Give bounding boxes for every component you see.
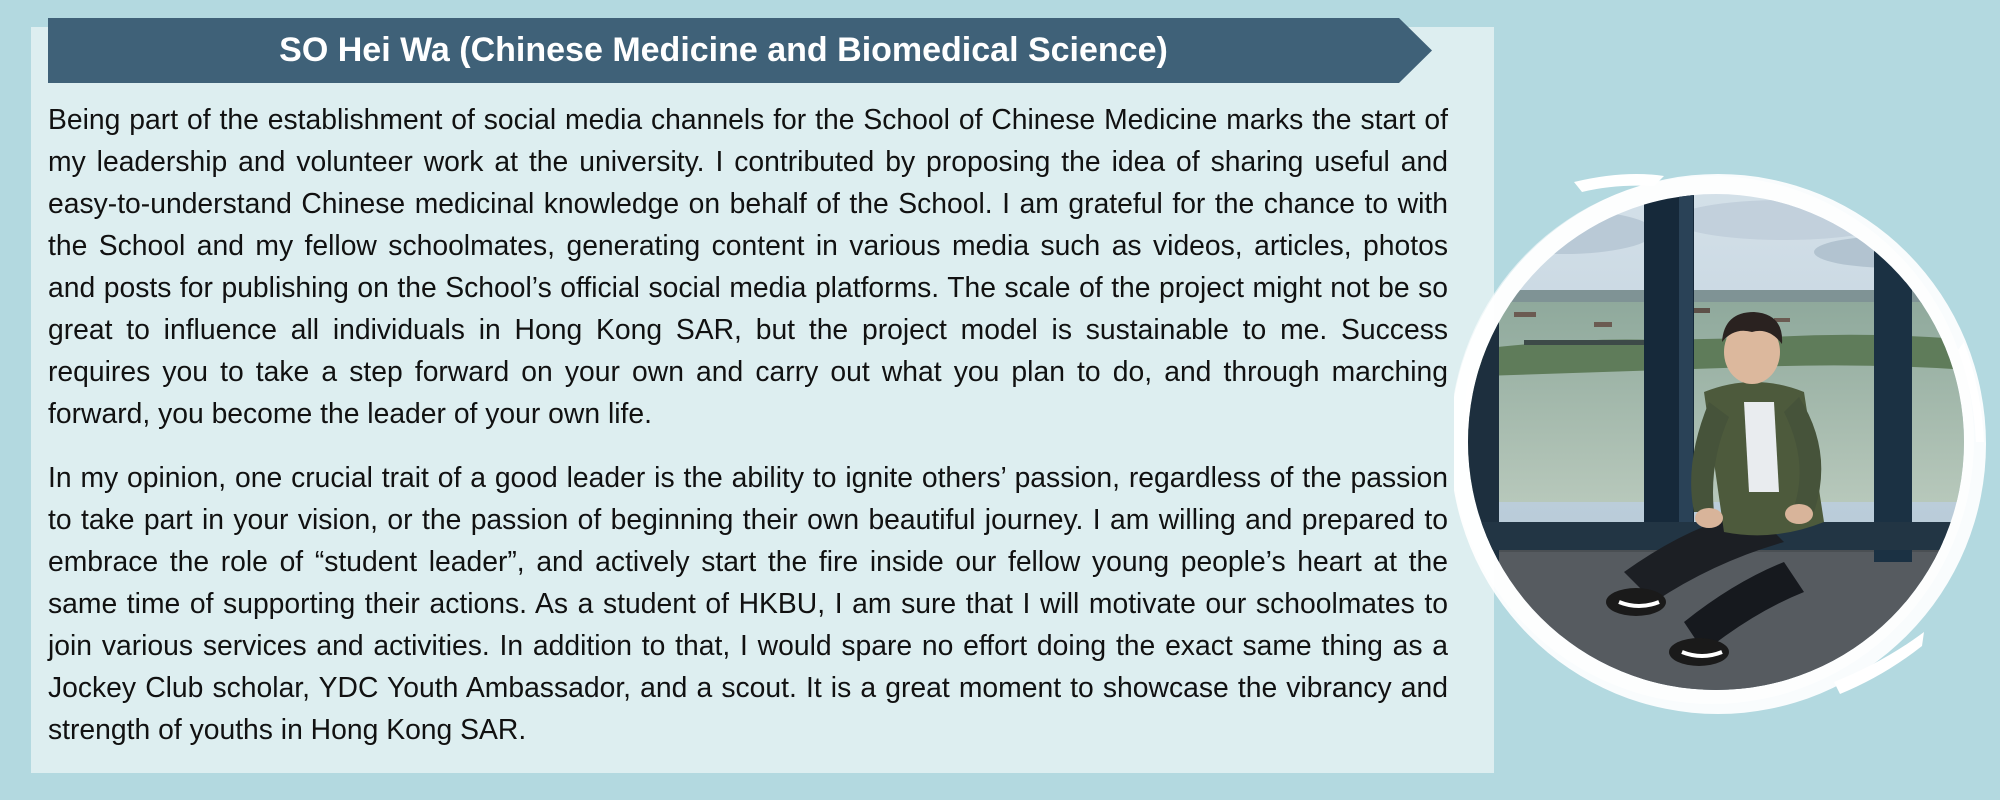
profile-body [48,98,1448,750]
paragraph-1: Being part of the establishment of social media channels for the School of Chinese Medicine marks the start of my leadership and volunteer work at the university. I contributed by proposing the idea of sharing useful and easy-to-understand Chinese medicinal knowledge on behalf of the School. I am grateful for the chance to with the School and my fellow schoolmates, generating content in various media such as videos, articles, photos and posts for publishing on the School’s official social media platforms. The scale of the project might not be so great to influence all individuals in Hong Kong SAR, but the project model is sustainable to me. Success requires you to take a step forward on your own and carry out what you plan to do, and through marching forward, you become the leader of your own life. [48,103,1448,429]
paragraph-2: In my opinion, one crucial trait of a good leader is the ability to ignite others’ passion, regardless of the passion to take part in your vision, or the passion of beginning their own beautiful journey. I am willing and prepared to embrace the role of “student leader”, and actively start the fire inside our fellow young people’s heart at the same time of supporting their actions. As a student of HKBU, I am sure that I will motivate our schoolmates to join various services and activities. In addition to that, I would spare no effort doing the exact same thing as a Jockey Club scholar, YDC Youth Ambassador, and a scout. It is a great moment to showcase the vibrancy and strength of youths in Hong Kong SAR. [48,461,1448,745]
profile-title: SO Hei Wa (Chinese Medicine and Biomedical Science) [279,31,1168,69]
profile-photo [1454,162,1994,732]
